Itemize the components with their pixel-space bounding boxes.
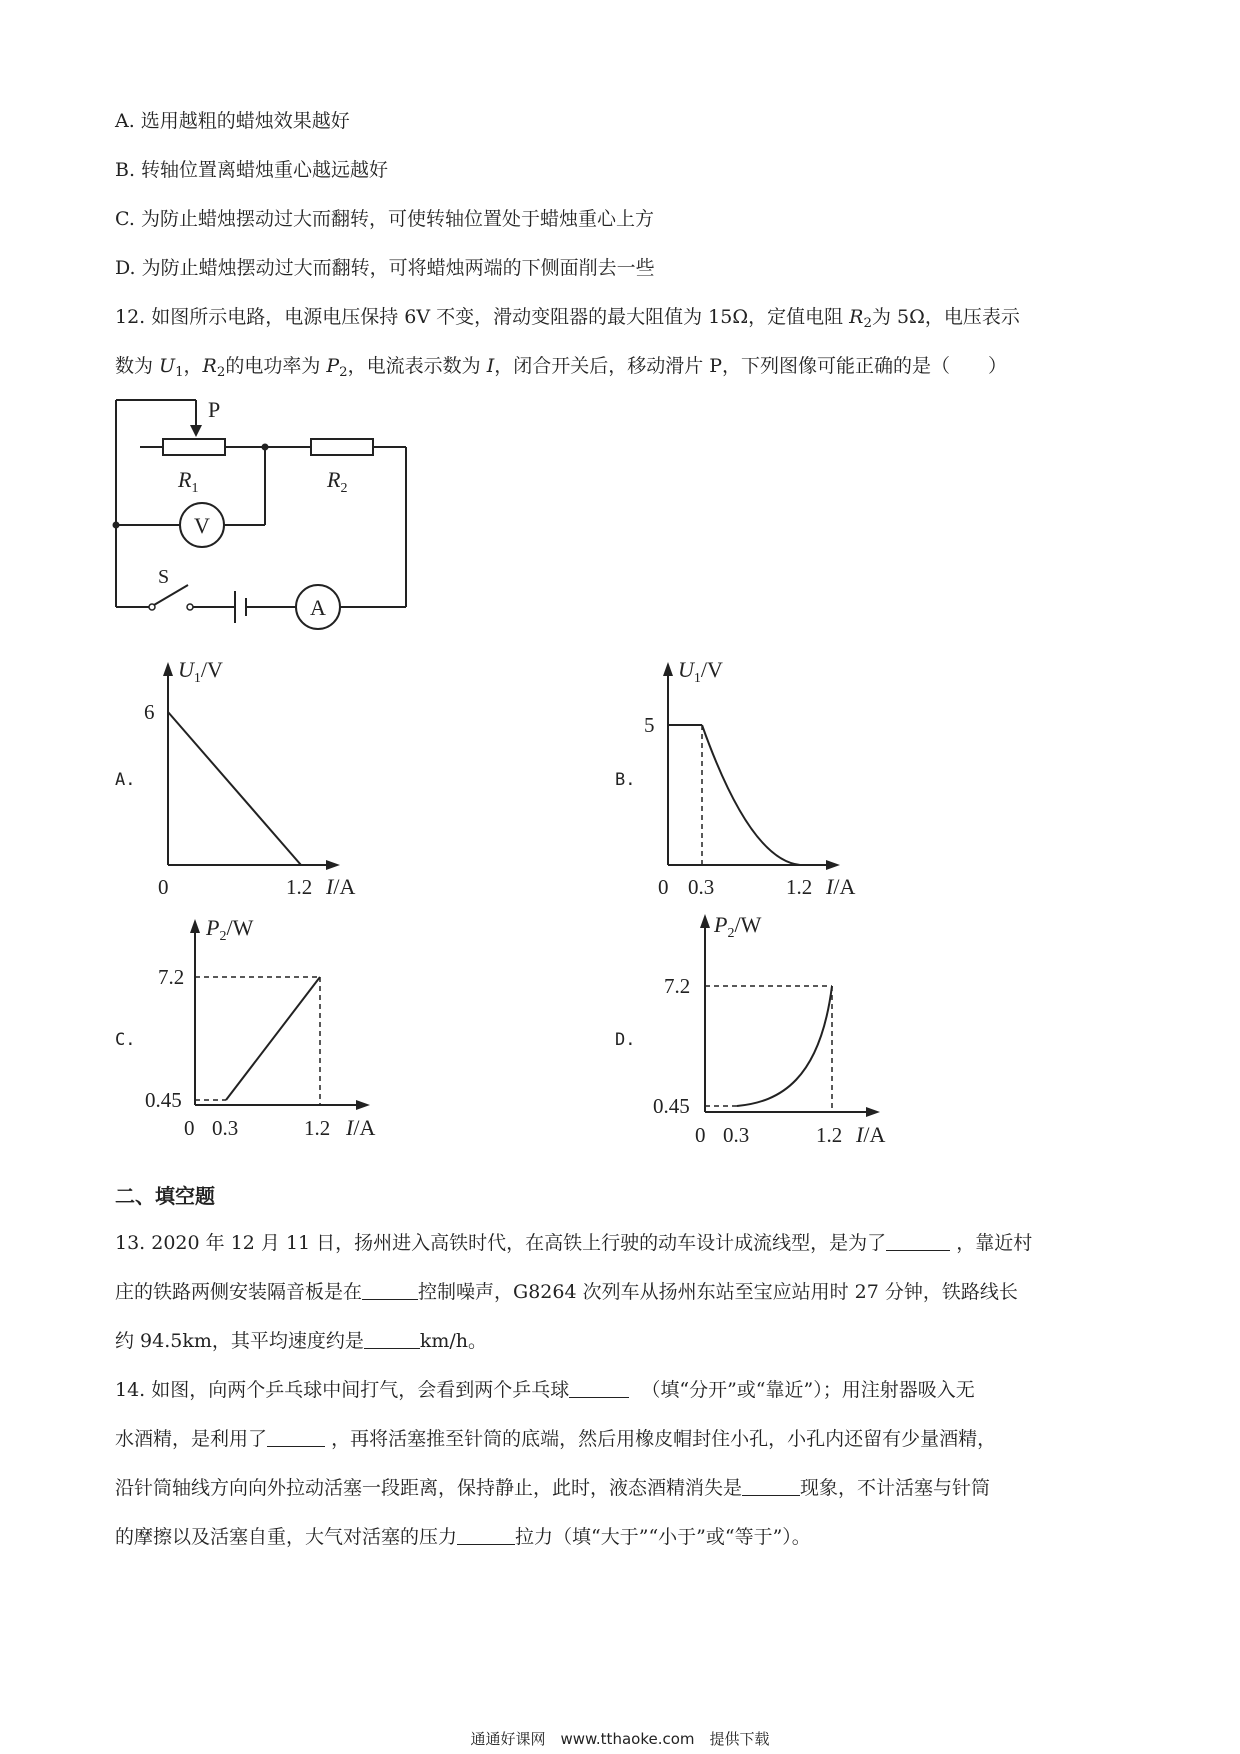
svg-text:1.2: 1.2 bbox=[286, 875, 313, 899]
graph-a-label: A. bbox=[115, 770, 136, 790]
q13-blank-2 bbox=[362, 1280, 418, 1300]
graph-a-ytick: 6 bbox=[144, 700, 155, 724]
ammeter-symbol: A bbox=[310, 595, 326, 620]
graph-b bbox=[644, 657, 890, 900]
r1-label: $R_1$ bbox=[178, 467, 199, 496]
svg-text:7.2: 7.2 bbox=[664, 974, 691, 998]
q13-line2: 庄的铁路两侧安装隔音板是在 控制噪声，G8264 次列车从扬州东站至宝应站用时 27 分钟，铁路线长 bbox=[115, 1281, 1018, 1303]
svg-text:0.45: 0.45 bbox=[653, 1094, 690, 1118]
graph-b-label: B. bbox=[615, 770, 636, 790]
q13-line3: 约 94.5km，其平均速度约是 km/h。 bbox=[115, 1330, 488, 1352]
q11-option-a: A. 选用越粗的蜡烛效果越好 bbox=[115, 110, 350, 132]
r2-label: $R_2$ bbox=[327, 467, 348, 496]
svg-text:1.2: 1.2 bbox=[304, 1116, 331, 1140]
q11-option-d: D. 为防止蜡烛摆动过大而翻转，可将蜡烛两端的下侧面削去一些 bbox=[115, 257, 655, 279]
slider-label: P bbox=[208, 397, 221, 422]
svg-text:I/A: I/A bbox=[826, 874, 856, 899]
q14-line4: 的摩擦以及活塞自重，大气对活塞的压力 拉力（填“大于”“小于”或“等于”）。 bbox=[115, 1526, 811, 1548]
svg-text:5: 5 bbox=[644, 713, 655, 737]
voltmeter-symbol: V bbox=[194, 513, 210, 538]
svg-text:0.45: 0.45 bbox=[145, 1088, 182, 1112]
svg-text:0: 0 bbox=[158, 875, 169, 899]
graph-d-label: D. bbox=[615, 1030, 636, 1050]
q14-line2: 水酒精，是利用了 ，再将活塞推至针筒的底端，然后用橡皮帽封住小孔，小孔内还留有少量酒精， bbox=[115, 1428, 997, 1450]
footer-watermark: 通通好课网 www.tthaoke.com 提供下载 bbox=[470, 1730, 770, 1748]
svg-text:1.2: 1.2 bbox=[816, 1123, 843, 1147]
svg-text:I/A: I/A bbox=[856, 1122, 886, 1147]
q14-blank-3 bbox=[742, 1476, 800, 1496]
q11-option-b: B. 转轴位置离蜡烛重心越远越好 bbox=[115, 159, 389, 181]
q14-line3: 沿针筒轴线方向向外拉动活塞一段距离，保持静止，此时，液态酒精消失是 现象，不计活塞与针筒 bbox=[115, 1477, 991, 1499]
q13-blank-1 bbox=[886, 1231, 950, 1251]
graph-a bbox=[144, 657, 390, 900]
graph-c-label: C. bbox=[115, 1030, 136, 1050]
q14-blank-2 bbox=[267, 1427, 325, 1447]
svg-text:0: 0 bbox=[184, 1116, 195, 1140]
q13-blank-3 bbox=[364, 1329, 420, 1349]
q14-line1: 14. 如图，向两个乒乓球中间打气，会看到两个乒乓球 （填“分开”或“靠近”）；用注射器吸入无 bbox=[115, 1379, 975, 1401]
svg-text:I/A: I/A bbox=[346, 1115, 376, 1140]
svg-text:0: 0 bbox=[658, 875, 669, 899]
svg-text:0: 0 bbox=[695, 1123, 706, 1147]
svg-text:P2/W: $P_2/W$ bbox=[714, 912, 762, 941]
svg-text:U1/V: $U_1/V$ bbox=[678, 657, 723, 686]
svg-text:1.2: 1.2 bbox=[786, 875, 813, 899]
q13-line1: 13. 2020 年 12 月 11 日，扬州进入高铁时代，在高铁上行驶的动车设计成流线型，是为了 ，靠近村 bbox=[115, 1232, 1033, 1254]
svg-text:P2/W: $P_2/W$ bbox=[206, 915, 254, 944]
q11-option-c: C. 为防止蜡烛摆动过大而翻转，可使转轴位置处于蜡烛重心上方 bbox=[115, 208, 654, 230]
graph-c bbox=[140, 915, 400, 1155]
svg-text:7.2: 7.2 bbox=[158, 965, 185, 989]
q12-stem-line2: 数为 $U_1$，$R_2$的电功率为 $P_2$，电流表示数为 I，闭合开关后，移动滑片 P，下列图像可能正确的是（ ） bbox=[115, 355, 1008, 380]
svg-text:0.3: 0.3 bbox=[688, 875, 715, 899]
q12-stem-line1: 12. 如图所示电路，电源电压保持 6V 不变，滑动变阻器的最大阻值为 15Ω，定值电阻 $R_2$为 5Ω，电压表示 bbox=[115, 306, 1020, 331]
svg-text:0.3: 0.3 bbox=[723, 1123, 750, 1147]
circuit-diagram bbox=[100, 395, 420, 620]
svg-text:I/A: I/A bbox=[326, 874, 356, 899]
q14-blank-1 bbox=[569, 1378, 629, 1398]
svg-text:0.3: 0.3 bbox=[212, 1116, 239, 1140]
graph-d bbox=[650, 910, 910, 1160]
switch-label: S bbox=[158, 566, 170, 588]
svg-text:U1/V: $U_1/V$ bbox=[178, 657, 223, 686]
q14-blank-4 bbox=[457, 1525, 515, 1545]
section-title: 二、填空题 bbox=[115, 1184, 215, 1208]
